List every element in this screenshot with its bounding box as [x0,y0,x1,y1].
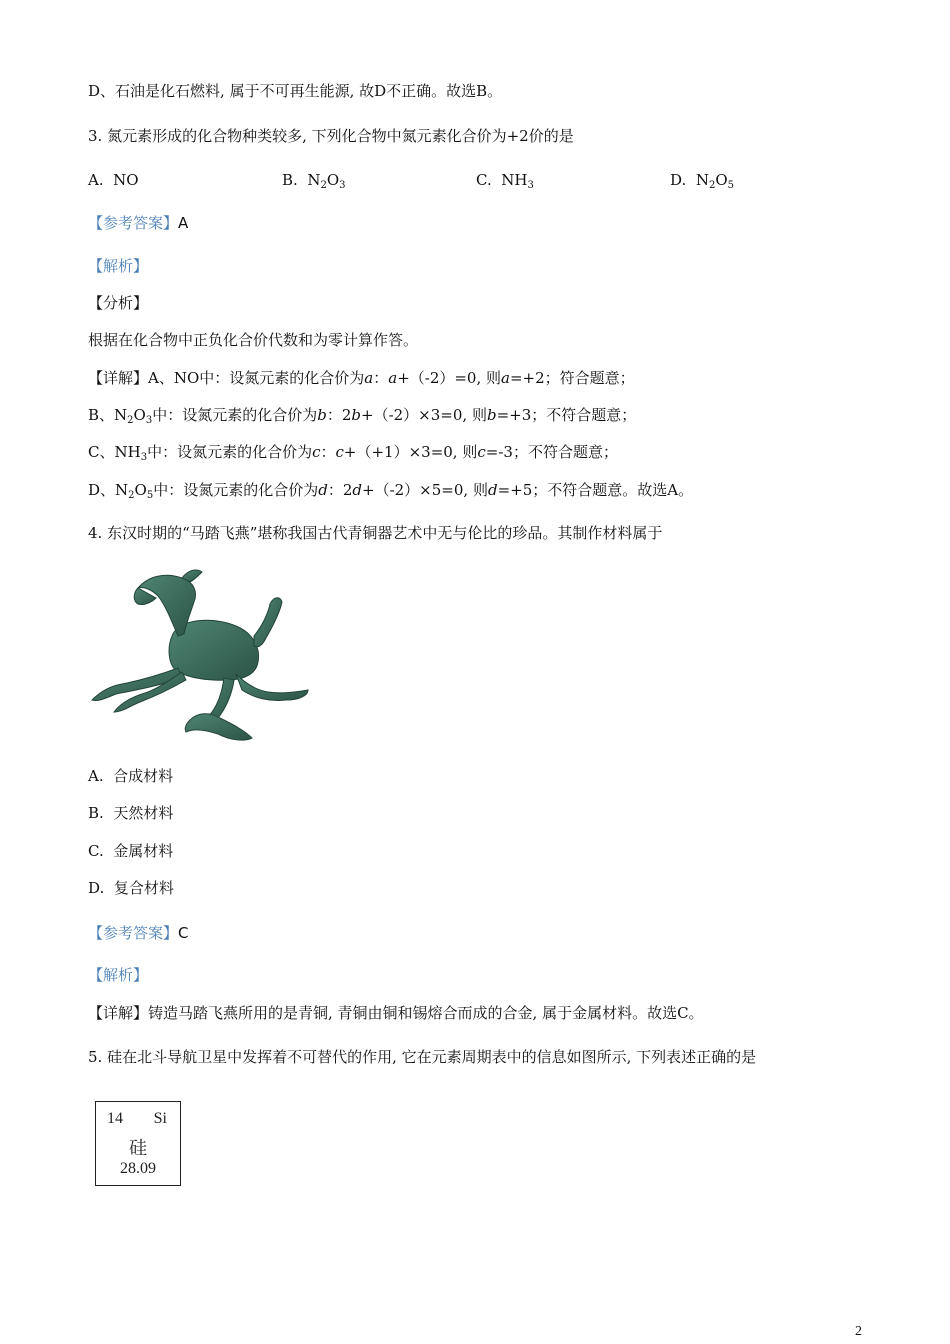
text: C、NH [88,443,141,461]
page-number: 2 [855,1324,862,1339]
option-text: 合成材料 [113,767,174,785]
answer-value: A [178,214,189,232]
element-symbol: Si [153,1110,167,1127]
option-letter: C. [88,842,104,860]
var: c [335,443,344,461]
formula-part: N [695,171,709,189]
text: =-3；不符合题意； [485,443,618,461]
answer-value: C [178,924,189,942]
q3-detail-c [88,441,618,463]
var: c [477,443,486,461]
subscript: 5 [146,490,154,501]
var: b [317,406,327,424]
option-text: 金属材料 [113,842,174,860]
text: +（-2）=0, 则 [397,369,502,387]
text: 中：设氮元素的化合价为 [153,481,319,499]
q3-answer [88,212,188,234]
q4-option-a [88,765,173,787]
text: ： [373,369,389,387]
option-letter: A. [88,767,104,785]
text: +（+1）×3=0, 则 [343,443,478,461]
option-letter: B. [88,804,104,822]
q4-option-b [88,802,173,824]
q3-detail-d [88,479,693,501]
q4-answer [88,922,189,944]
subscript: 2 [127,415,134,426]
q2-option-d-explanation: D、石油是化石燃料, 属于不可再生能源, 故D不正确。故选B。 [88,82,503,100]
subscript: 5 [727,180,734,191]
q4-detail: 【详解】铸造马踏飞燕所用的是青铜, 青铜由铜和锡熔合而成的合金, 属于金属材料。故选C。 [88,1004,704,1022]
text: B、N [88,406,128,424]
q3-detail-a [88,367,635,389]
option-letter: C. [476,171,492,189]
option-letter: D. [88,879,105,897]
text: ：2 [327,481,353,499]
atomic-mass: 28.09 [120,1160,156,1177]
option-letter: A. [88,171,104,189]
text: O [134,481,147,499]
q3-detail-b [88,404,636,426]
var: d [352,481,362,499]
answer-label: 【参考答案】 [88,214,179,232]
subscript: 3 [140,452,148,463]
option-letter: B. [282,171,298,189]
q4-option-d [88,877,174,899]
text: +（-2）×5=0, 则 [362,481,488,499]
text: D、N [88,481,129,499]
formula-part: O [326,171,340,189]
q4-analysis-heading: 【解析】 [88,966,149,984]
q4-stem: 4. 东汉时期的“马踏飞燕”堪称我国古代青铜器艺术中无与伦比的珍品。其制作材料属于 [88,524,663,542]
subscript: 2 [320,180,327,191]
subscript: 3 [339,180,346,191]
var: d [487,481,498,499]
text: +（-2）×3=0, 则 [361,406,487,424]
option-text: 复合材料 [113,879,174,897]
q3-option-d [670,169,734,191]
var: c [312,443,321,461]
galloping-horse-bronze-image [86,562,316,754]
answer-label: 【参考答案】 [88,924,179,942]
text: =+2；符合题意； [509,369,635,387]
q3-option-b [282,169,346,191]
text: =+3；不符合题意； [496,406,637,424]
option-text: 天然材料 [113,804,174,822]
text: =+5；不符合题意。故选A。 [497,481,694,499]
subscript: 2 [128,490,135,501]
subscript: 3 [527,180,534,191]
q3-fenxi-heading: 【分析】 [88,294,149,312]
silicon-element-card [95,1101,181,1186]
var: a [388,369,398,387]
q3-analysis-heading: 【解析】 [88,257,149,275]
var: a [501,369,510,387]
subscript: 3 [145,415,153,426]
q3-option-c [476,169,534,191]
formula-part: O [715,171,728,189]
text: ：2 [326,406,352,424]
var: b [486,406,497,424]
text: ： [320,443,336,461]
q5-stem: 5. 硅在北斗导航卫星中发挥着不可替代的作用, 它在元素周期表中的信息如图所示, 下列表述正确的是 [88,1048,757,1066]
formula-part: NH [501,171,528,189]
text: 中：设氮元素的化合价为 [147,443,313,461]
var: a [364,369,374,387]
option-text: NO [113,171,139,189]
q3-option-a [88,169,139,191]
q4-option-c [88,840,173,862]
text: 中：设氮元素的化合价为 [152,406,318,424]
q3-fenxi-text: 根据在化合物中正负化合价代数和为零计算作答。 [88,331,419,349]
q3-stem: 3. 氮元素形成的化合物种类较多, 下列化合物中氮元素化合价为+2价的是 [88,127,574,145]
var: b [351,406,361,424]
text: 【详解】A、NO中：设氮元素的化合价为 [88,369,365,387]
option-letter: D. [670,171,687,189]
element-name: 硅 [129,1138,147,1158]
atomic-number: 14 [107,1110,123,1127]
formula-part: N [307,171,321,189]
var: d [318,481,328,499]
text: O [133,406,146,424]
subscript: 2 [708,180,716,191]
